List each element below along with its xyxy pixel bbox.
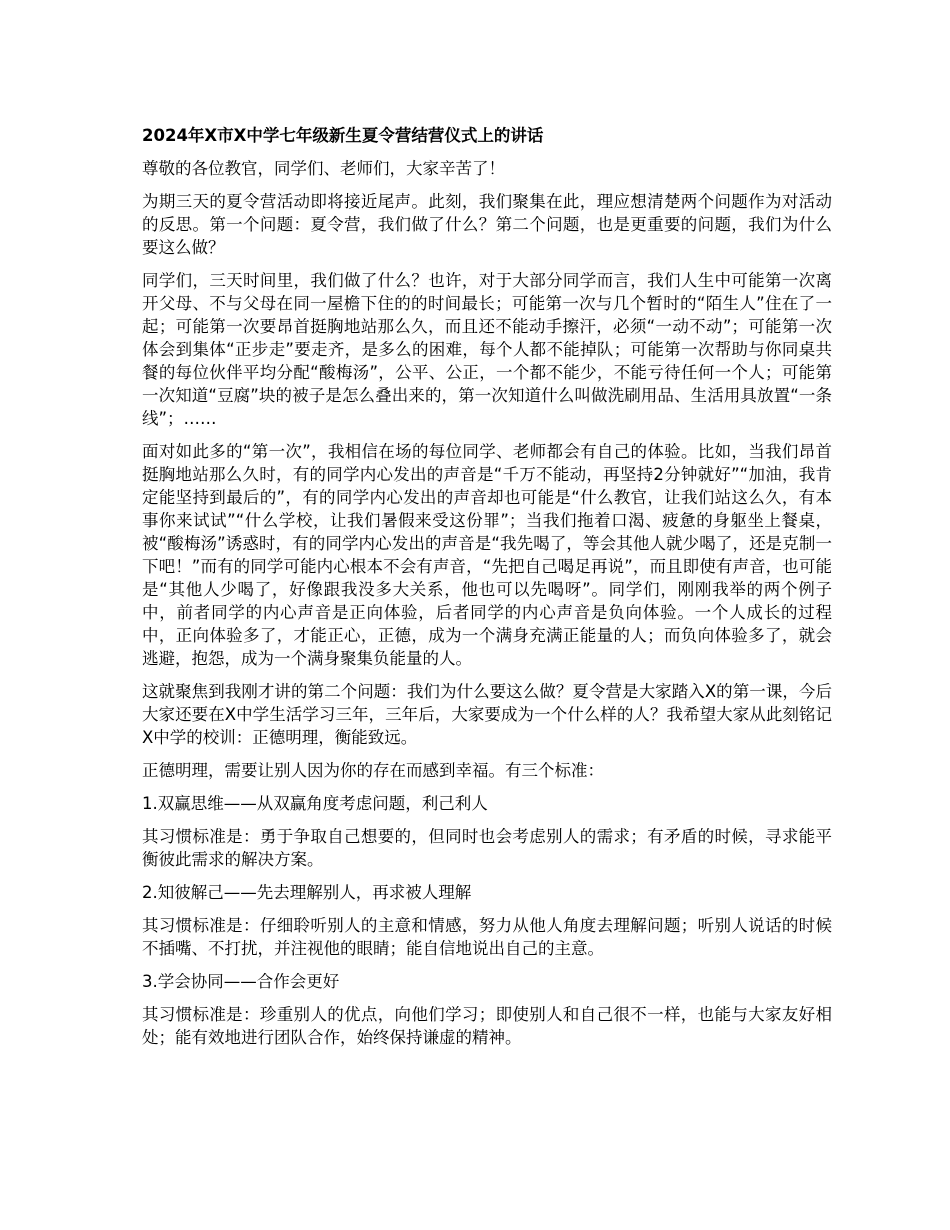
paragraph: 其习惯标准是：仔细聆听别人的主意和情感，努力从他人角度去理解问题；听别人说话的时候不插嘴、不打扰，并注视他的眼睛；能自信地说出自己的主意。 bbox=[142, 916, 832, 958]
section-heading-2: 2.知彼解己——先去理解别人，再求被人理解 bbox=[142, 883, 472, 902]
paragraph: 其习惯标准是：勇于争取自己想要的，但同时也会考虑别人的需求；有矛盾的时候，寻求能平衡彼此需求的解决方案。 bbox=[142, 827, 832, 869]
paragraph: 这就聚焦到我刚才讲的第二个问题：我们为什么要这么做？夏令营是大家踏入X的第一课，今后大家还要在X中学生活学习三年，三年后，大家要成为一个什么样的人？我希望大家从此刻铭记X中学的校训：正德明理，衡能致远。 bbox=[142, 682, 832, 747]
paragraph: 其习惯标准是：珍重别人的优点，向他们学习；即使别人和自己很不一样，也能与大家友好相处；能有效地进行团队合作，始终保持谦虚的精神。 bbox=[142, 1005, 832, 1047]
paragraph: 正德明理，需要让别人因为你的存在而感到幸福。有三个标准： bbox=[142, 761, 604, 780]
greeting-paragraph: 尊敬的各位教官，同学们、老师们，大家辛苦了！ bbox=[142, 159, 505, 178]
section-heading-1: 1.双赢思维——从双赢角度考虑问题，利己利人 bbox=[142, 794, 488, 813]
paragraph: 为期三天的夏令营活动即将接近尾声。此刻，我们聚集在此，理应想清楚两个问题作为对活动的反思。第一个问题：夏令营，我们做了什么？第二个问题，也是更重要的问题，我们为什么要这么做？ bbox=[142, 192, 832, 257]
document-page bbox=[142, 124, 832, 1059]
paragraph: 同学们，三天时间里，我们做了什么？也许，对于大部分同学而言，我们人生中可能第一次离开父母、不与父母在同一屋檐下住的的时间最长；可能第一次与几个暂时的“陌生人”住在了一起；可能第一次要昂首挺胸地站那么久，而且还不能动手擦汗，必须“一动不动”；可能第一次体会到集体“正步走”要走齐，是多么的困难，每个人都不能掉队；可能第一次帮助与你同桌共餐的每位伙伴平均分配“酸梅汤”，公平、公正，一个都不能少，不能亏待任何一个人；可能第一次知道“豆腐”块的被子是怎么叠出来的，第一次知道什么叫做洗刷用品、生活用具放置“一条线”；…… bbox=[142, 271, 832, 428]
document-title: 2024年X市X中学七年级新生夏令营结营仪式上的讲话 bbox=[142, 126, 544, 145]
paragraph: 面对如此多的“第一次”，我相信在场的每位同学、老师都会有自己的体验。比如，当我们昂首挺胸地站那么久时，有的同学内心发出的声音是“千万不能动，再坚持2分钟就好”“加油，我肯定能坚持到最后的”，有的同学内心发出的声音却也可能是“什么教官，让我们站这么久，有本事你来试试”“什么学校，让我们暑假来受这份罪”；当我们拖着口渴、疲惫的身躯坐上餐桌，被“酸梅汤”诱惑时，有的同学内心发出的声音是“我先喝了，等会其他人就少喝了，还是克制一下吧！”而有的同学可能内心根本不会有声音，“先把自己喝足再说”，而且即使有声音，也可能是“其他人少喝了，好像跟我没多大关系，他也可以先喝呀”。同学们，刚刚我举的两个例子中，前者同学的内心声音是正向体验，后者同学的内心声音是负向体验。一个人成长的过程中，正向体验多了，才能正心，正德，成为一个满身充满正能量的人；而负向体验多了，就会逃避，抱怨，成为一个满身聚集负能量的人。 bbox=[142, 442, 832, 668]
section-heading-3: 3.学会协同——合作会更好 bbox=[142, 972, 340, 991]
